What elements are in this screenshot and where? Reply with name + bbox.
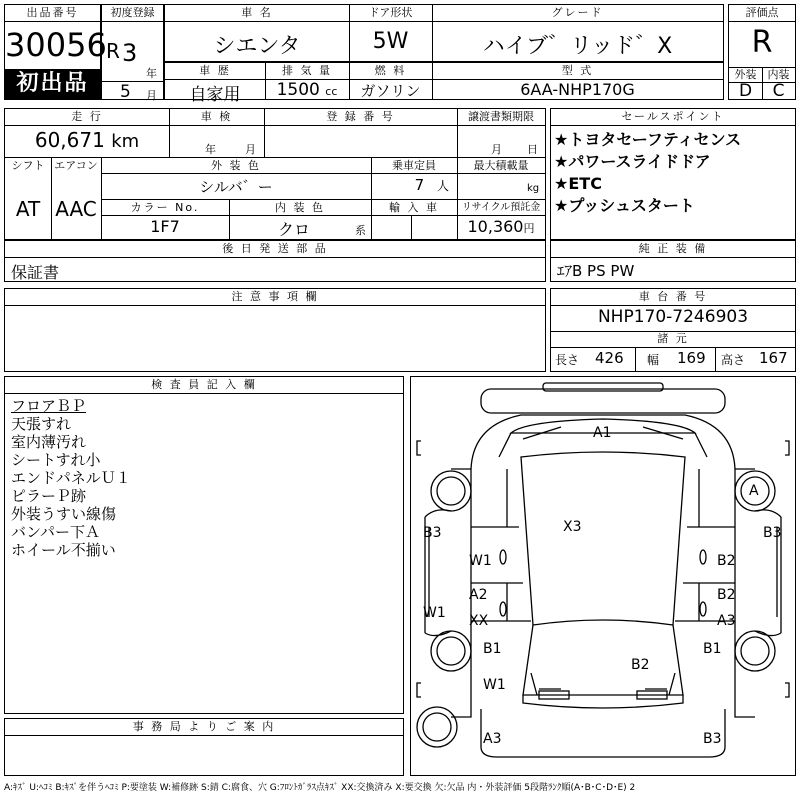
mark-a2: A2: [469, 587, 488, 603]
inspector-note: バンパー下Ａ: [11, 523, 100, 541]
mark-b1-right: B1: [703, 641, 722, 657]
int-color-value: クロ: [277, 220, 310, 239]
mark-b2-rear: B2: [631, 657, 650, 673]
later-parts-value: 保証書: [11, 263, 60, 282]
color-no-label: カラー No.: [130, 201, 200, 214]
office-label: 事 務 局 よ り ご 案 内: [132, 720, 276, 733]
displacement-number: 1500: [276, 80, 320, 100]
recycle-label: リサイクル預託金: [461, 202, 541, 213]
mark-a1: A1: [593, 425, 612, 441]
score-value: R: [751, 25, 773, 60]
first-badge-text: 初出品: [16, 71, 89, 96]
chassis-box: [550, 288, 796, 372]
interior-grade: C: [772, 81, 785, 101]
mark-w1-rear: W1: [483, 677, 506, 693]
transfer-label: 譲渡書類期限: [468, 110, 534, 123]
car-name: シエンタ: [213, 34, 301, 59]
inspector-note: 室内薄汚れ: [11, 433, 87, 451]
load-label: 最大積載量: [473, 159, 529, 172]
inspection-month-unit: 月: [245, 143, 256, 156]
ext-color-label: 外 装 色: [211, 159, 261, 172]
length-label: 長さ: [555, 353, 580, 367]
inspector-note: フロアＢＰ: [11, 397, 87, 415]
transfer-day-unit: 日: [527, 143, 538, 156]
caution-label: 注 意 事 項 欄: [231, 290, 319, 303]
sales-points-list: [554, 129, 741, 217]
shift-value: AT: [15, 197, 41, 221]
mark-b1-left: B1: [483, 641, 502, 657]
recycle-unit: 円: [523, 222, 535, 235]
recycle-number: 10,360: [467, 217, 524, 236]
first-registration: [101, 4, 164, 100]
reg-month: 5: [120, 82, 131, 102]
height-value: 167: [759, 349, 788, 367]
int-color-suffix: 系: [355, 224, 366, 237]
inspector-note: ホイール不揃い: [11, 541, 116, 559]
year-unit: 年: [146, 67, 157, 80]
mileage-number: 60,671: [34, 128, 105, 152]
mark-w1-left: W1: [469, 553, 492, 569]
mark-x3: X3: [563, 519, 582, 535]
exterior-grade-label: 外装: [734, 68, 757, 81]
caution-box: [4, 288, 546, 372]
ac-label: エアコン: [54, 159, 98, 172]
genuine-value: ｴｱB PS PW: [557, 262, 635, 280]
inspector-note: エンドパネルＵ１: [11, 469, 131, 487]
displacement-value: [265, 80, 349, 100]
color-no-value: 1F7: [150, 217, 180, 236]
specs-label: 諸 元: [657, 332, 689, 345]
reg-no-label: 登 録 番 号: [326, 110, 395, 123]
inspector-note: 天張すれ: [11, 415, 72, 433]
capacity-unit: 人: [436, 179, 449, 193]
lot-number: 30056: [5, 26, 107, 64]
width-label: 幅: [647, 353, 660, 367]
sales-point-item: ★トヨタセーフティセンス: [554, 130, 742, 149]
model-value: 6AA-NHP170G: [520, 80, 635, 99]
interior-grade-label: 内装: [767, 68, 790, 81]
width-value: 169: [677, 349, 706, 367]
int-color-label: 内 装 色: [275, 201, 325, 214]
history-value: 自家用: [189, 85, 241, 105]
mark-xx: XX: [469, 613, 489, 629]
ac-value: AAC: [55, 197, 97, 221]
displacement-label: 排 気 量: [282, 64, 332, 77]
genuine-equipment: [550, 240, 796, 282]
first-listing-badge: [5, 69, 100, 99]
era-letter: R: [106, 39, 120, 63]
mileage-value: [5, 128, 169, 152]
inspector-label: 検 査 員 記 入 欄: [151, 378, 257, 391]
ext-color-value: シルバ゛ー: [199, 178, 273, 196]
displacement-unit: cc: [325, 85, 338, 98]
model-label: 型 式: [561, 64, 594, 77]
mark-a: A: [749, 483, 759, 499]
height-label: 高さ: [721, 353, 746, 367]
inspector-note: シートすれ小: [11, 451, 101, 469]
mark-a3-right: A3: [717, 613, 736, 629]
inspector-note: 外装うすい線傷: [11, 505, 117, 523]
sales-points: [550, 108, 796, 240]
inspection-year-unit: 年: [205, 143, 216, 156]
history-label: 車 歴: [199, 64, 231, 77]
sales-point-item: ★ETC: [554, 174, 602, 193]
car-diagram: [410, 376, 796, 776]
first-reg-label: 初度登録: [110, 6, 155, 19]
score-block: [728, 4, 796, 100]
recycle-value: [457, 217, 545, 236]
import-label: 輸 入 車: [389, 201, 439, 214]
length-value: 426: [595, 349, 624, 367]
car-name-label: 車 名: [241, 6, 273, 19]
later-parts: [4, 240, 546, 282]
inspector-box: [4, 376, 404, 714]
capacity-number: 7: [414, 176, 425, 194]
legend-line: A:ｷｽﾞ U:ﾍｺﾐ B:ｷｽﾞを伴うﾍｺﾐ P:要塗装 W:補修跡 S:錆 C:腐食、穴 G:ﾌﾛﾝﾄｶﾞﾗｽ点ｷｽﾞ XX:交換済み X:要交換 欠:欠品 内・外装評価 5段階ﾗﾝｸ順(A･B･C･D･E) 2: [4, 783, 636, 793]
mark-b2-right2: B2: [717, 587, 736, 603]
capacity-label: 乗車定員: [392, 159, 436, 172]
mark-b3-bottom: B3: [703, 731, 722, 747]
load-unit: kg: [527, 183, 540, 194]
capacity-value: [371, 176, 457, 194]
mark-w1-side: W1: [423, 605, 446, 621]
mark-b2-right: B2: [717, 553, 736, 569]
fuel-label: 燃 料: [374, 64, 407, 77]
sales-point-item: ★プッシュスタート: [554, 196, 695, 215]
grade-value: ハイブ゛リッド゛X: [482, 34, 673, 59]
mileage-unit: km: [111, 131, 140, 152]
door-type: 5W: [372, 29, 409, 54]
grade-label: グレード: [551, 6, 604, 19]
lot-block: [4, 4, 107, 100]
car-info-bottom: [164, 62, 724, 105]
inspector-note: ピラーＰ跡: [11, 487, 87, 505]
shift-label: シフト: [11, 159, 45, 172]
mileage-label: 走 行: [71, 110, 103, 123]
inspector-notes: [11, 397, 131, 559]
mark-b3-left: B3: [423, 525, 442, 541]
sales-points-label: セールスポイント: [621, 110, 725, 123]
fuel-value: ガソリン: [360, 82, 421, 100]
inspection-label: 車 検: [200, 110, 233, 123]
lot-label: 出品番号: [26, 6, 79, 19]
mileage-table: [4, 108, 546, 240]
chassis-label: 車 台 番 号: [638, 290, 708, 303]
mark-a3-bottom: A3: [483, 731, 502, 747]
month-unit: 月: [146, 89, 157, 102]
exterior-grade: D: [738, 81, 753, 101]
door-label: ドア形状: [368, 6, 413, 19]
later-parts-label: 後 日 発 送 部 品: [222, 242, 328, 255]
car-info-top: [164, 4, 724, 62]
mark-b3-right: B3: [763, 525, 782, 541]
office-box: [4, 718, 404, 776]
sales-point-item: ★パワースライドドア: [554, 152, 711, 171]
era-year: 3: [122, 39, 138, 67]
score-label: 評価点: [745, 6, 779, 19]
genuine-label: 純 正 装 備: [638, 242, 708, 255]
chassis-number: NHP170-7246903: [597, 307, 749, 327]
transfer-month-unit: 月: [491, 143, 502, 156]
